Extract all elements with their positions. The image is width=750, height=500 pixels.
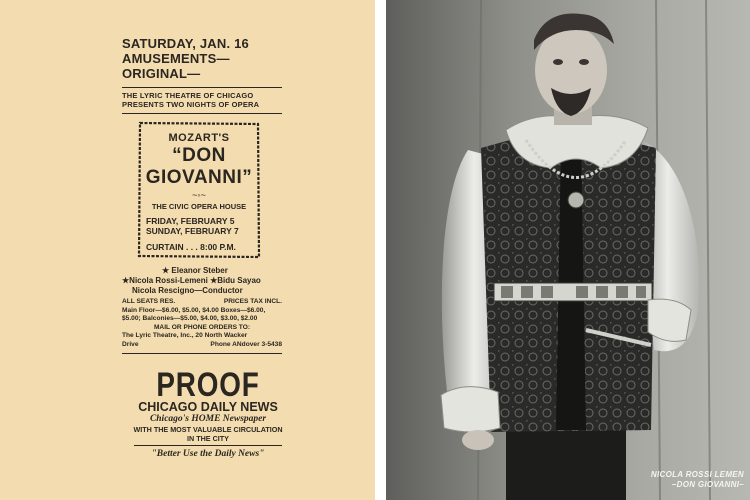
slogan: "Better Use the Daily News" — [151, 449, 265, 459]
presents-line-2: PRESENTS TWO NIGHTS OF OPERA — [122, 100, 260, 109]
divider — [122, 353, 282, 354]
caption-line-1: NICOLA ROSSI LEMEN — [650, 470, 744, 479]
circulation-line-2: IN THE CITY — [187, 434, 229, 443]
date-1: FRIDAY, FEBRUARY 5 — [146, 216, 235, 226]
address-line-1: The Lyric Theatre, Inc., 20 North Wacker — [122, 332, 248, 340]
photo-caption — [604, 470, 744, 490]
home-newspaper-tagline: Chicago's HOME Newspaper — [149, 414, 267, 424]
price-line-2: $5.00; Balconies—$5.00, $4.00, $3.00, $2.00 — [122, 315, 258, 323]
proof-footer — [128, 368, 288, 460]
opera-box-text — [136, 120, 262, 252]
opera-title-line-2: GIOVANNI” — [145, 167, 253, 188]
address-line-2: Drive — [122, 340, 139, 348]
singer-portrait-illustration — [386, 0, 750, 500]
ad-text-block — [122, 36, 282, 357]
price-line-1: Main Floor—$6.00, $5.00, $4.00 Boxes—$6.00, — [122, 306, 266, 314]
cast-line-3: Nicola Rescigno—Conductor — [132, 286, 243, 295]
section-line: AMUSEMENTS— — [122, 51, 230, 66]
caption-line-2: –DON GIOVANNI– — [671, 480, 744, 489]
date-2: SUNDAY, FEBRUARY 7 — [146, 226, 239, 236]
phone: Phone ANdover 3-5438 — [210, 340, 282, 348]
prices-note: PRICES TAX INCL. — [223, 298, 282, 305]
venue: THE CIVIC OPERA HOUSE — [151, 202, 247, 211]
proof-stamp: PROOF — [156, 366, 260, 404]
cast-line-2: ★Nicola Rossi-Lemeni ★Bidu Sayao — [122, 276, 261, 285]
cast-list — [122, 266, 282, 296]
composer: MOZART'S — [168, 132, 230, 144]
opera-title-line-1: “DON — [172, 145, 226, 166]
circulation-line-1: WITH THE MOST VALUABLE CIRCULATION — [133, 425, 283, 434]
original-line: ORIGINAL— — [122, 66, 201, 81]
ticket-info — [122, 298, 282, 350]
newspaper-name: CHICAGO DAILY NEWS — [138, 400, 278, 414]
presents-line-1: THE LYRIC THEATRE OF CHICAGO — [122, 91, 254, 100]
opera-box — [136, 120, 262, 260]
curtain-time: CURTAIN . . . 8:00 P.M. — [146, 242, 236, 252]
seats-note: ALL SEATS RES. — [122, 298, 176, 305]
divider — [122, 113, 282, 114]
divider — [134, 445, 282, 446]
cast-line-1: ★ Eleanor Steber — [162, 266, 228, 275]
performance-dates — [136, 216, 262, 236]
presents-text — [122, 91, 282, 109]
mail-orders: MAIL OR PHONE ORDERS TO: — [153, 323, 251, 331]
opera-singer-photo — [386, 0, 750, 500]
date-line: SATURDAY, JAN. 16 — [122, 36, 249, 51]
ornament-icon: ~◦~ — [192, 190, 206, 200]
divider — [122, 87, 282, 88]
